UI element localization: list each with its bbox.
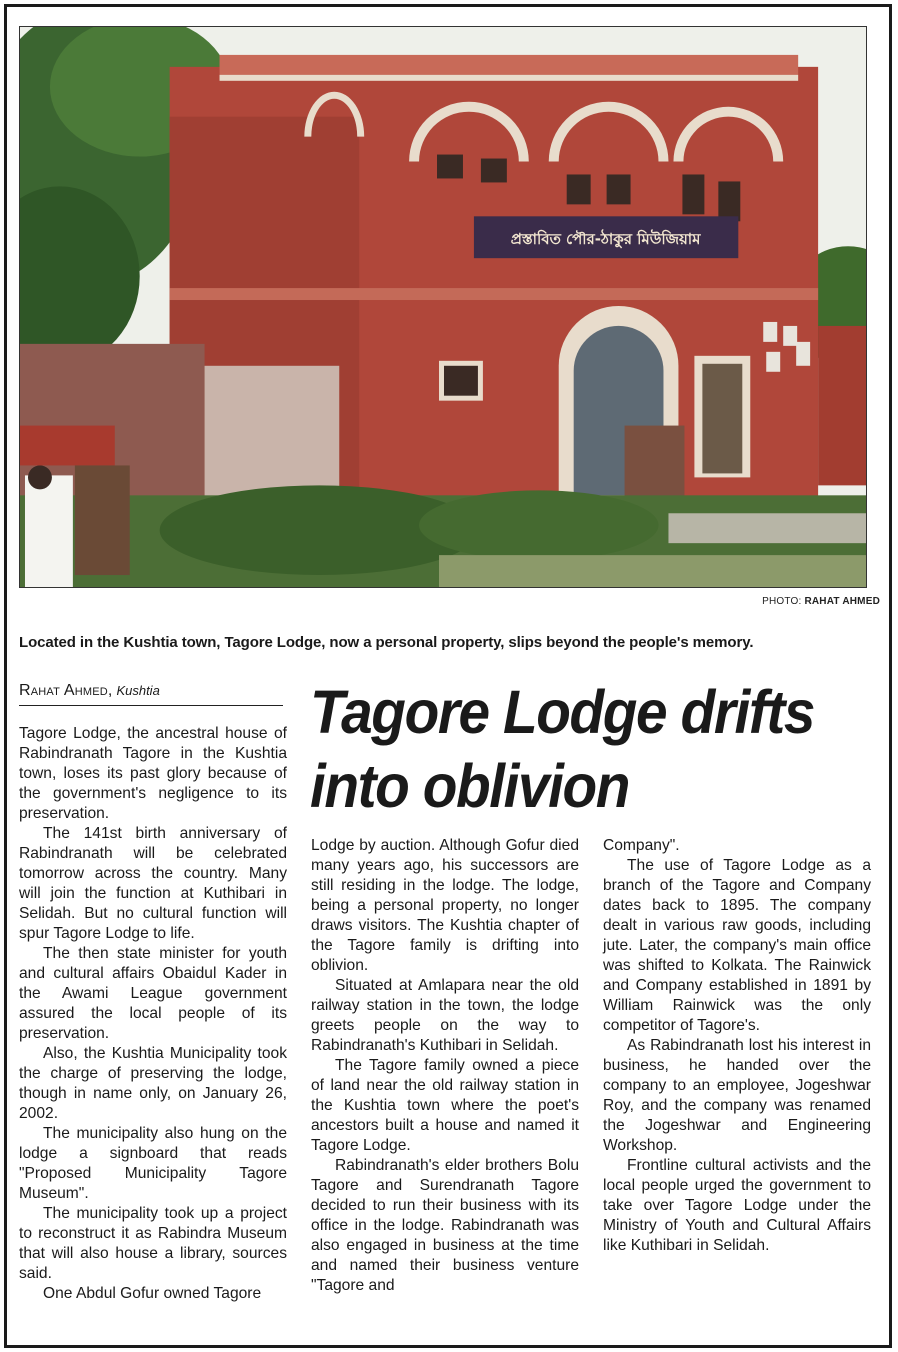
article-column-2 <box>311 836 579 1296</box>
dateline-place: Kushtia <box>116 683 160 698</box>
paragraph: Frontline cultural activists and the local people urged the government to take over Tagore Lodge under the Ministry of Youth and Cultural Affairs like Kuthibari in Selidah. <box>603 1157 871 1254</box>
headline <box>310 675 831 823</box>
paragraph: The municipality also hung on the lodge a signboard that reads "Proposed Municipality Tagore Museum". <box>19 1125 287 1202</box>
paragraph: Company". <box>603 837 680 854</box>
paragraph: Also, the Kushtia Municipality took the charge of preserving the lodge, though in name only, on January 26, 2002. <box>19 1045 287 1122</box>
byline <box>19 682 283 706</box>
paragraph: Situated at Amlapara near the old railway station in the town, the lodge greets people on the way to Rabindranath's Kuthibari in Selidah. <box>311 977 579 1054</box>
photo-credit-label: PHOTO: <box>762 596 802 607</box>
photo-caption: Located in the Kushtia town, Tagore Lodge, now a personal property, slips beyond the people's memory. <box>19 634 754 651</box>
paragraph: The Tagore family owned a piece of land near the old railway station in the Kushtia town where the poet's ancestors built a house and named it Tagore Lodge. <box>311 1057 579 1154</box>
building-illustration <box>20 27 866 587</box>
paragraph: Rabindranath's elder brothers Bolu Tagore and Surendranath Tagore decided to run their business with its office in the lodge. Rabindranath was also engaged in business at the time and named their business venture "Tagore and <box>311 1157 579 1294</box>
signboard-text: প্রস্তাবিত পৌর-ঠাকুর মিউজিয়াম <box>510 230 701 249</box>
headline-line-1: Tagore Lodge drifts <box>310 678 815 746</box>
article-column-3 <box>603 836 871 1256</box>
paragraph: As Rabindranath lost his interest in business, he handed over the company to an employee, Jogeshwar Roy, and the company was renamed the Jogeshwar and Engineering Workshop. <box>603 1037 871 1154</box>
headline-line-2: into oblivion <box>310 752 630 820</box>
author-name: Rahat Ahmed, <box>19 682 113 699</box>
paragraph: The 141st birth anniversary of Rabindranath will be celebrated tomorrow across the country. Many will join the function at Kuthibari in Selidah. But no cultural function will spur Tagore Lodge to life. <box>19 825 287 942</box>
paragraph: The municipality took up a project to reconstruct it as Rabindra Museum that will also house a library, sources said. <box>19 1205 287 1282</box>
paragraph: The use of Tagore Lodge as a branch of the Tagore and Company dates back to 1895. The company dealt in various raw goods, including jute. Later, the company's main office was shifted to Kolkata. The Rainwick and Company established in 1891 by William Rainwick was the only competitor of Tagore's. <box>603 857 871 1034</box>
paragraph: Lodge by auction. Although Gofur died many years ago, his successors are still residing in the lodge. The lodge, being a personal property, no longer draws visitors. The Kushtia chapter of the Tagore family is drifting into oblivion. <box>311 837 579 974</box>
article-column-1 <box>19 724 287 1304</box>
paragraph: One Abdul Gofur owned Tagore <box>43 1285 262 1302</box>
photo-credit-name: RAHAT AHMED <box>804 596 880 607</box>
tagore-lodge-photo <box>19 26 867 588</box>
paragraph: The then state minister for youth and cultural affairs Obaidul Kader in the Awami League government assured the local people of its preservation. <box>19 945 287 1042</box>
paragraph: Tagore Lodge, the ancestral house of Rabindranath Tagore in the Kushtia town, loses its past glory because of the government's negligence to its preservation. <box>19 725 287 822</box>
photo-credit <box>762 596 880 607</box>
